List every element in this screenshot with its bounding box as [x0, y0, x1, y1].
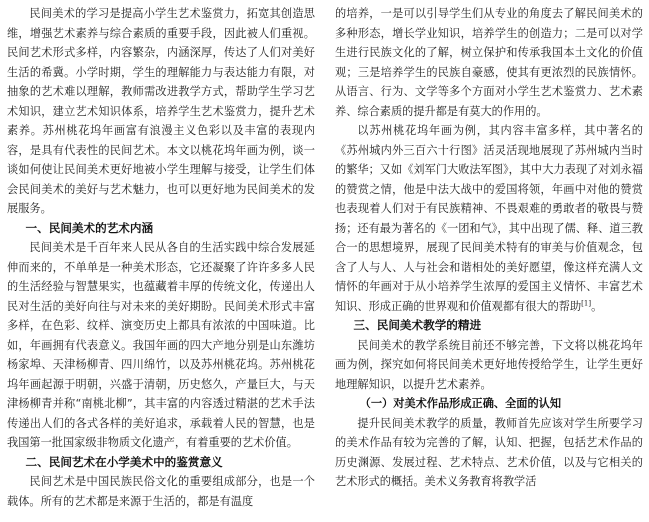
right-column — [335, 4, 643, 522]
taohuawu-example-paragraph — [335, 121, 643, 316]
appreciation-paragraph-cont: 的培养，一是可以引导学生们从专业的角度去了解民间美术的多种形态，增长学业知识，培养学生的创造力；二是可以对学生进行民族文化的了解，树立保护和传承我国本土文化的价值观；三是培养学生的民族自豪感，使其有更浓烈的民族情怀。从语言、行为、文学等多个方面对小学生艺术鉴赏力、艺术素养、综合素质的提升都是有莫大的作用的。 — [335, 7, 643, 118]
taohuawu-example-text: 以苏州桃花坞年画为例，其内容丰富多样，其中著名的《苏州城内外三百六十行图》活灵活现地展现了苏州城内当时的繁华；又如《刘军门大败法军图》，其中大力表现了对刘永福的赞赏之情，他是中法大战中的爱国将领，年画中对他的赞赏也表现着人们对于有民族精神、不畏艰难的勇敢者的敬畏与赞扬；还有最为著名的《一团和气》，其中出现了儒、释、道三教合一的思想境界，展现了民间美术特有的审美与价值观念，包含了人与人、人与社会和谐相处的美好愿望，像这样充满人文情怀的年画对于从小培养学生浓厚的爱国主义情怀、丰富艺术知识、形成正确的世界观和价值观都有很大的帮助 — [335, 124, 643, 313]
teaching-intro-paragraph: 民间美术的教学系统目前还不够完善，下文将以桃花坞年画为例，探究如何将民间美术更好地传授给学生，让学生更好地理解知识，以提升艺术素养。 — [335, 338, 643, 391]
paragraph-end-mark: 。 — [591, 299, 603, 313]
left-column — [7, 4, 315, 522]
cognition-paragraph: 提升民间美术教学的质量，教师首先应该对学生所要学习的美术作品有较为完善的了解，认知、把握，包括艺术作品的历史渊源、发展过程、艺术特点、艺术价值，以及与它相关的艺术形式的概括。美术义务教育将教学活 — [335, 416, 643, 488]
section-heading-3: 三、民间美术教学的精进 — [353, 318, 482, 332]
subsection-heading-1: （一）对美术作品形成正确、全面的认知 — [359, 397, 562, 410]
art-connotation-paragraph: 民间美术是千百年来人民从各自的生活实践中综合发展延伸而来的，不单单是一种美术形态，它还凝聚了许许多多人民的生活经验与智慧果实，也蕴藏着丰厚的传统文化，传递出人民对生活的美好向往与对未来的美好期盼。民间美术形式丰富多样，在色彩、纹样、演变历史上都具有浓浓的中国味道。比如，年画拥有代表意义。我国年画的四大产地分别是山东潍坊杨家埠、天津杨柳青、四川绵竹，以及苏州桃花坞。苏州桃花坞年画起源于明朝，兴盛于清朝，历史悠久，产量巨大，与天津杨柳青并称“南桃北柳”，其丰富的内容透过精湛的艺术手法传递出人们的各式各样的美好追求，承载着人民的智慧，也是我国第一批国家级非物质文化遗产，有着重要的艺术价值。 — [7, 241, 315, 449]
intro-paragraph: 民间美术的学习是提高小学生艺术鉴赏力，拓宽其创造思维，增强艺术素养与综合素质的重要手段，因此被人们重视。民间艺术形式多样，内容繁杂，内涵深厚，传达了人们对美好生活的希冀。小学时期，学生的理解能力与表达能力有限，对抽象的艺术难以理解，教师需改进教学方式，帮助学生学习艺术知识，建立艺术知识体系，培养学生艺术鉴赏力，提升艺术素养。苏州桃花坞年画富有浪漫主义色彩以及丰富的表现内容，是具有代表性的民间艺术。本文以桃花坞年画为例，谈一谈如何使让民间美术更好地被小学生理解与接受，让学生们体会民间美术的美好与艺术魅力，也可以更好地为民间美术的发展服务。 — [7, 7, 315, 215]
section-heading-1: 一、民间美术的艺术内涵 — [25, 220, 154, 235]
section-heading-2: 二、民间艺术在小学美术中的鉴赏意义 — [25, 454, 223, 469]
appreciation-paragraph-start: 民间艺术是中国民族民俗文化的重要组成部分，也是一个载体。所有的艺术都是来源于生活的，都是有温度 — [7, 475, 315, 508]
citation-marker: [1] — [581, 298, 592, 307]
